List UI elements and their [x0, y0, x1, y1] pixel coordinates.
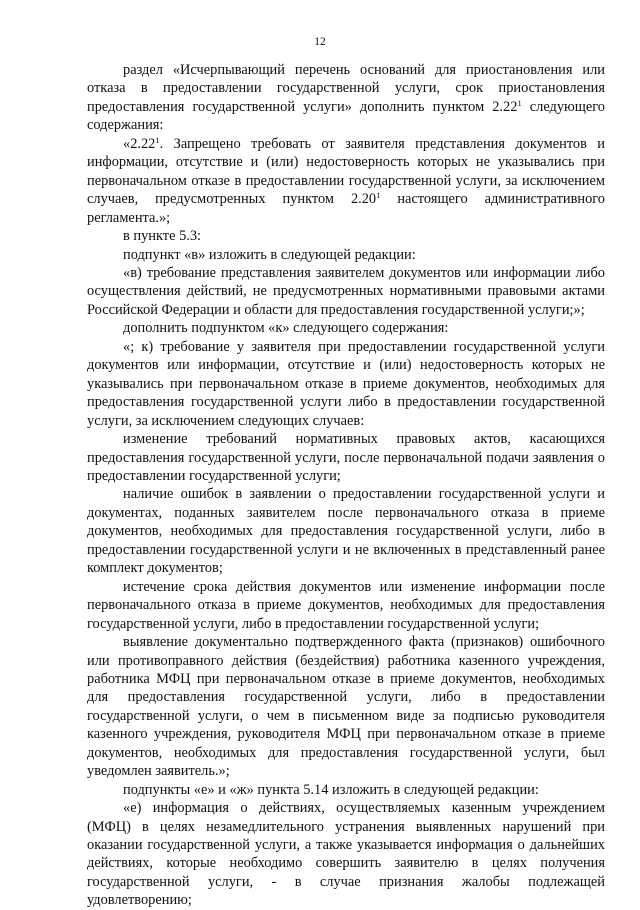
paragraph-text: выявление документально подтвержденного факта (признаков) ошибочного или противоправного действия (бездействия) работника казенного учреждения, работника МФЦ при первоначальном отказе в приеме документов, необходимых для предоставления государственной услуги, либо в предоставлении государственной услуги, о чем в письменном виде за подписью руководителя казенного учреждения, руководителя МФЦ при первоначальном отказе в приеме документов, необходимых для предоставления государственной услуги, был уведомлен заявитель.»;: [87, 634, 605, 780]
paragraph-section-2-22-1-intro: [87, 61, 605, 135]
paragraph-subpoints-e-zh-heading: [87, 781, 605, 799]
paragraph-text: «2.22: [123, 135, 156, 152]
paragraph-subpoint-v-text: [87, 264, 605, 319]
paragraph-text: настоящего административного регламента.»;: [87, 191, 605, 226]
paragraph-text: . Запрещено требовать от заявителя представления документов и информации, отсутствие и (или) недостоверность которых не указывались при первоначальном отказе в предоставлении государственной услуги, за исключением случаев, предусмотренных пунктом 2.20: [87, 135, 605, 208]
paragraph-text: истечение срока действия документов или изменение информации после первоначального отказа в приеме документов, необходимых для предоставления государственной услуги, либо в предоставлении государственной услуги;: [87, 578, 605, 632]
paragraph-case-misconduct: [87, 633, 605, 781]
paragraph-subpoint-e-text: [87, 799, 605, 910]
superscript-1: 1: [517, 97, 522, 108]
paragraph-case-expiry: [87, 578, 605, 633]
paragraph-text: «в) требование представления заявителем документов или информации либо осуществления действий, не предусмотренных нормативными правовыми актами Российской Федерации и области для предоставления государственной услуги;»;: [87, 264, 605, 318]
document-body: [87, 61, 605, 910]
paragraph-text: дополнить подпунктом «к» следующего содержания:: [123, 320, 449, 337]
paragraph-subpoint-k-text: [87, 338, 605, 430]
paragraph-text: подпункт «в» изложить в следующей редакции:: [123, 246, 416, 263]
paragraph-text: в пункте 5.3:: [123, 228, 202, 245]
superscript-1: 1: [376, 190, 381, 201]
page-number: 12: [314, 36, 326, 48]
superscript-1: 1: [155, 134, 160, 145]
paragraph-text: следующего содержания:: [87, 98, 605, 134]
paragraph-text: «е) информация о действиях, осуществляемых казенным учреждением (МФЦ) в целях незамедлительного устранения выявленных нарушений при оказании государственной услуги, а также указывается информация о дальнейших действиях, которые необходимо совершить заявителю в целях получения государственной услуги, - в случае признания жалобы подлежащей удовлетворению;: [87, 800, 605, 909]
paragraph-text: раздел «Исчерпывающий перечень оснований для приостановления или отказа в предоставлении государственной услуги, срок приостановления предоставления государственной услуги» дополнить пунктом 2.22: [87, 62, 605, 115]
paragraph-text: подпункты «е» и «ж» пункта 5.14 изложить в следующей редакции:: [123, 781, 539, 798]
paragraph-case-requirements-change: [87, 430, 605, 485]
paragraph-subpoint-v-heading: [87, 246, 605, 264]
paragraph-text: наличие ошибок в заявлении о предоставлении государственной услуги и документах, поданных заявителем после первоначального отказа в приеме документов, необходимых для предоставления государственной услуги, либо в предоставлении государственной услуги и не включенных в представленный ранее комплект документов;: [87, 486, 605, 577]
paragraph-text: «; к) требование у заявителя при предоставлении государственной услуги документов или информации, отсутствие и (или) недостоверность которых не указывались при первоначальном отказе в приеме документов, необходимых для предоставления государственной услуги либо в предоставлении государственной услуги, за исключением следующих случаев:: [87, 338, 605, 429]
paragraph-point-2-22-1: [87, 135, 605, 227]
paragraph-text: изменение требований нормативных правовых актов, касающихся предоставления государственной услуги, после первоначальной подачи заявления о предоставлении государственной услуги;: [87, 431, 605, 484]
paragraph-case-errors: [87, 485, 605, 577]
paragraph-subpoint-k-heading: [87, 319, 605, 337]
paragraph-point-5-3-heading: [87, 227, 605, 245]
